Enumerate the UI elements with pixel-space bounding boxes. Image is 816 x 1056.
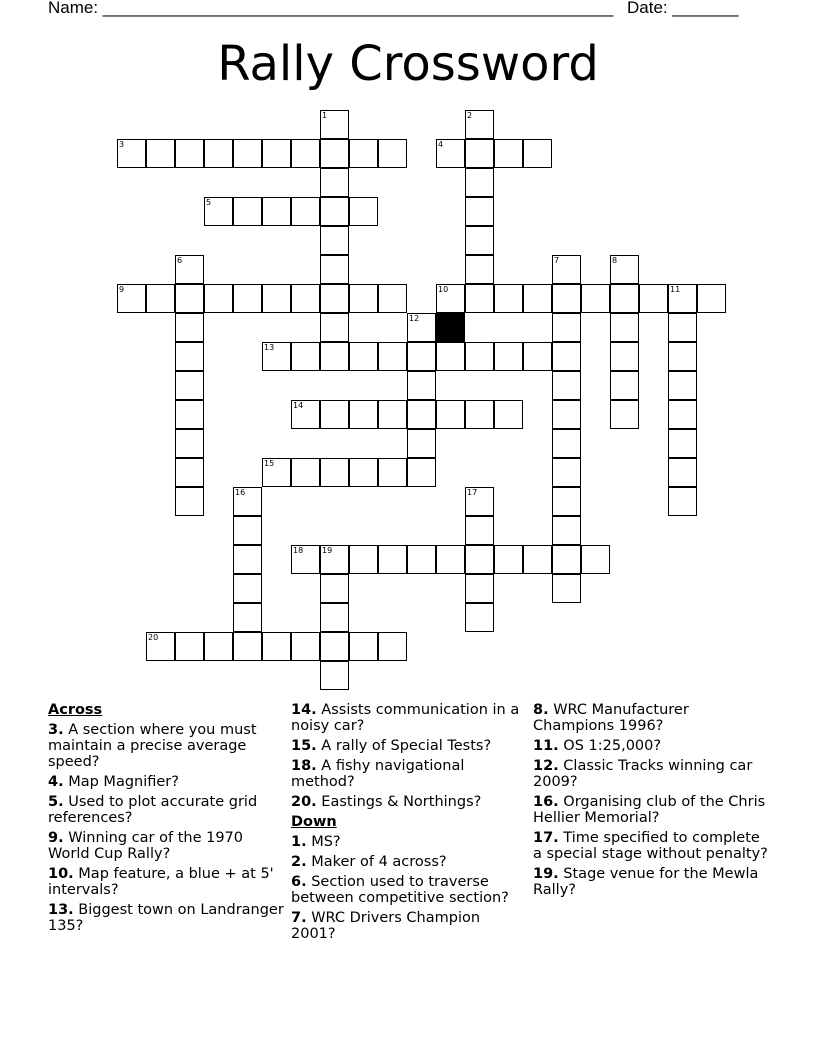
clue-down-11: 11. OS 1:25,000?: [533, 738, 662, 754]
grid-cell[interactable]: [233, 603, 262, 632]
grid-cell[interactable]: [175, 429, 204, 458]
grid-cell[interactable]: [262, 284, 291, 313]
cell-number: 17: [467, 488, 478, 497]
page-title: Rally Crossword: [217, 36, 599, 92]
grid-cell[interactable]: [320, 255, 349, 284]
across-heading: Across: [48, 702, 103, 718]
grid-cell[interactable]: [436, 545, 465, 574]
grid-cell[interactable]: [117, 139, 146, 168]
grid-cell[interactable]: [436, 139, 465, 168]
grid-cell[interactable]: [465, 487, 494, 516]
grid-cell[interactable]: [552, 574, 581, 603]
grid-cell[interactable]: [291, 284, 320, 313]
grid-cell[interactable]: [552, 371, 581, 400]
grid-cell[interactable]: [233, 545, 262, 574]
grid-cell[interactable]: [378, 400, 407, 429]
grid-cell[interactable]: [494, 400, 523, 429]
grid-cell[interactable]: [668, 487, 697, 516]
cell-number: 4: [438, 140, 444, 149]
grid-cell[interactable]: [668, 284, 697, 313]
clue-down-12: 12. Classic Tracks winning car 2009?: [533, 758, 753, 790]
grid-cell[interactable]: [291, 545, 320, 574]
grid-cell[interactable]: [465, 545, 494, 574]
clue-across-4: 4. Map Magnifier?: [48, 774, 179, 790]
clue-across-20: 20. Eastings & Northings?: [291, 794, 482, 810]
clue-down-1: 1. MS?: [291, 834, 341, 850]
grid-cell[interactable]: [233, 574, 262, 603]
clue-across-5: 5. Used to plot accurate grid references?: [48, 794, 258, 826]
grid-cell[interactable]: [552, 487, 581, 516]
grid-cell[interactable]: [320, 226, 349, 255]
cell-number: 11: [670, 285, 681, 294]
grid-cell[interactable]: [175, 400, 204, 429]
grid-cell[interactable]: [175, 371, 204, 400]
grid-cell[interactable]: [407, 429, 436, 458]
grid-cell[interactable]: [581, 545, 610, 574]
grid-cell[interactable]: [291, 139, 320, 168]
grid-cell[interactable]: [465, 603, 494, 632]
clue-down-7: 7. WRC Drivers Champion 2001?: [291, 910, 481, 942]
grid-cell[interactable]: [668, 458, 697, 487]
grid-cell[interactable]: [552, 313, 581, 342]
cell-number: 2: [467, 111, 473, 120]
grid-cell[interactable]: [233, 487, 262, 516]
grid-cell[interactable]: [407, 371, 436, 400]
clue-across-15: 15. A rally of Special Tests?: [291, 738, 492, 754]
clue-across-9: 9. Winning car of the 1970 World Cup Rally?: [48, 830, 243, 862]
cell-number: 9: [119, 285, 125, 294]
grid-cell[interactable]: [668, 429, 697, 458]
grid-cell[interactable]: [465, 139, 494, 168]
cell-number: 1: [322, 111, 328, 120]
grid-cell[interactable]: [262, 632, 291, 661]
grid-cell[interactable]: [523, 284, 552, 313]
grid-cell[interactable]: [349, 632, 378, 661]
date-field[interactable]: Date: _______: [627, 0, 739, 17]
grid-cell[interactable]: [552, 429, 581, 458]
grid-cell[interactable]: [378, 342, 407, 371]
grid-cell[interactable]: [436, 342, 465, 371]
clue-down-17: 17. Time specified to complete a special stage without penalty?: [533, 830, 768, 862]
grid-cell[interactable]: [291, 400, 320, 429]
cell-number: 19: [322, 546, 333, 555]
grid-cell[interactable]: [465, 400, 494, 429]
cell-number: 20: [148, 633, 159, 642]
grid-cell[interactable]: [581, 284, 610, 313]
grid-cell[interactable]: [465, 110, 494, 139]
grid-cell[interactable]: [146, 139, 175, 168]
grid-cell[interactable]: [378, 545, 407, 574]
grid-cell[interactable]: [262, 458, 291, 487]
grid-cell[interactable]: [668, 400, 697, 429]
grid-cell[interactable]: [175, 313, 204, 342]
cell-number: 16: [235, 488, 246, 497]
grid-cell[interactable]: [320, 284, 349, 313]
grid-cell[interactable]: [320, 458, 349, 487]
grid-cell[interactable]: [117, 284, 146, 313]
down-heading: Down: [291, 814, 337, 830]
grid-cell[interactable]: [407, 545, 436, 574]
grid-cell[interactable]: [320, 603, 349, 632]
grid-cell[interactable]: [494, 545, 523, 574]
grid-cell[interactable]: [378, 632, 407, 661]
grid-cell[interactable]: [146, 284, 175, 313]
grid-cell[interactable]: [349, 284, 378, 313]
grid-cell[interactable]: [175, 487, 204, 516]
grid-cell[interactable]: [523, 139, 552, 168]
grid-cell[interactable]: [233, 284, 262, 313]
clue-down-16: 16. Organising club of the Chris Hellier Memorial?: [533, 794, 766, 826]
grid-cell[interactable]: [320, 632, 349, 661]
grid-cell[interactable]: [175, 139, 204, 168]
grid-cell[interactable]: [494, 139, 523, 168]
cell-number: 14: [293, 401, 304, 410]
cell-number: 3: [119, 140, 125, 149]
grid-cell[interactable]: [262, 342, 291, 371]
grid-cell[interactable]: [639, 284, 668, 313]
grid-cell[interactable]: [407, 400, 436, 429]
grid-cell[interactable]: [610, 342, 639, 371]
grid-cell[interactable]: [320, 197, 349, 226]
grid-cell[interactable]: [349, 545, 378, 574]
grid-cell[interactable]: [349, 400, 378, 429]
clue-across-13: 13. Biggest town on Landranger 135?: [48, 902, 284, 934]
grid-cell[interactable]: [349, 139, 378, 168]
grid-cell[interactable]: [552, 255, 581, 284]
grid-cell[interactable]: [465, 255, 494, 284]
grid-cell[interactable]: [407, 342, 436, 371]
grid-cell[interactable]: [610, 313, 639, 342]
grid-cell[interactable]: [465, 516, 494, 545]
clue-down-2: 2. Maker of 4 across?: [291, 854, 447, 870]
clue-across-18: 18. A fishy navigational method?: [291, 758, 465, 790]
grid-cell[interactable]: [465, 342, 494, 371]
clue-down-8: 8. WRC Manufacturer Champions 1996?: [533, 702, 689, 734]
grid-cell[interactable]: [378, 458, 407, 487]
grid-cell[interactable]: [204, 632, 233, 661]
grid-cell[interactable]: [175, 284, 204, 313]
name-field[interactable]: Name: ______________________________________________________: [48, 0, 614, 17]
grid-cell[interactable]: [175, 255, 204, 284]
grid-cell[interactable]: [465, 168, 494, 197]
grid-cell[interactable]: [175, 632, 204, 661]
grid-cell[interactable]: [204, 197, 233, 226]
grid-cell[interactable]: [320, 400, 349, 429]
grid-cell[interactable]: [465, 226, 494, 255]
grid-cell[interactable]: [204, 284, 233, 313]
grid-cell[interactable]: [610, 284, 639, 313]
cell-number: 7: [554, 256, 560, 265]
cell-number: 10: [438, 285, 449, 294]
grid-cell[interactable]: [291, 632, 320, 661]
grid-cell[interactable]: [552, 400, 581, 429]
clue-column-3: [533, 702, 769, 902]
grid-cell[interactable]: [552, 284, 581, 313]
grid-cell[interactable]: [175, 342, 204, 371]
clue-column-2: [291, 702, 527, 946]
grid-cell[interactable]: [465, 284, 494, 313]
grid-cell[interactable]: [668, 342, 697, 371]
clue-down-6: 6. Section used to traverse between competitive section?: [291, 874, 509, 906]
grid-cell[interactable]: [320, 574, 349, 603]
grid-cell[interactable]: [204, 139, 233, 168]
black-square: [436, 313, 465, 342]
clue-across-3: 3. A section where you must maintain a precise average speed?: [48, 722, 257, 770]
clue-across-10: 10. Map feature, a blue + at 5' intervals?: [48, 866, 274, 898]
grid-cell[interactable]: [610, 371, 639, 400]
grid-cell[interactable]: [697, 284, 726, 313]
grid-cell[interactable]: [610, 400, 639, 429]
grid-cell[interactable]: [146, 632, 175, 661]
cell-number: 8: [612, 256, 618, 265]
grid-cell[interactable]: [407, 458, 436, 487]
grid-cell[interactable]: [233, 516, 262, 545]
grid-cell[interactable]: [320, 139, 349, 168]
grid-cell[interactable]: [291, 458, 320, 487]
grid-cell[interactable]: [523, 545, 552, 574]
cell-number: 18: [293, 546, 304, 555]
grid-cell[interactable]: [233, 632, 262, 661]
grid-cell[interactable]: [233, 197, 262, 226]
grid-cell[interactable]: [494, 284, 523, 313]
grid-cell[interactable]: [262, 139, 291, 168]
cell-number: 13: [264, 343, 275, 352]
grid-cell[interactable]: [320, 110, 349, 139]
cell-number: 15: [264, 459, 275, 468]
clue-column-1: [48, 702, 284, 938]
grid-cell[interactable]: [233, 139, 262, 168]
grid-cell[interactable]: [175, 458, 204, 487]
grid-cell[interactable]: [610, 255, 639, 284]
grid-cell[interactable]: [378, 284, 407, 313]
grid-cell[interactable]: [320, 342, 349, 371]
grid-cell[interactable]: [349, 197, 378, 226]
grid-cell[interactable]: [320, 661, 349, 690]
grid-cell[interactable]: [494, 342, 523, 371]
grid-cell[interactable]: [465, 197, 494, 226]
grid-cell[interactable]: [552, 545, 581, 574]
cell-number: 12: [409, 314, 420, 323]
grid-cell[interactable]: [436, 284, 465, 313]
grid-cell[interactable]: [668, 371, 697, 400]
grid-cell[interactable]: [262, 197, 291, 226]
grid-cell[interactable]: [349, 342, 378, 371]
grid-cell[interactable]: [465, 574, 494, 603]
cell-number: 5: [206, 198, 212, 207]
grid-cell[interactable]: [552, 516, 581, 545]
grid-cell[interactable]: [320, 545, 349, 574]
grid-cell[interactable]: [291, 197, 320, 226]
grid-cell[interactable]: [668, 313, 697, 342]
grid-cell[interactable]: [407, 313, 436, 342]
cell-number: 6: [177, 256, 183, 265]
grid-cell[interactable]: [436, 400, 465, 429]
grid-cell[interactable]: [378, 139, 407, 168]
grid-cell[interactable]: [320, 168, 349, 197]
grid-cell[interactable]: [291, 342, 320, 371]
grid-cell[interactable]: [552, 342, 581, 371]
clue-across-14: 14. Assists communication in a noisy car?: [291, 702, 520, 734]
grid-cell[interactable]: [552, 458, 581, 487]
clue-down-19: 19. Stage venue for the Mewla Rally?: [533, 866, 759, 898]
grid-cell[interactable]: [523, 342, 552, 371]
grid-cell[interactable]: [320, 313, 349, 342]
grid-cell[interactable]: [349, 458, 378, 487]
